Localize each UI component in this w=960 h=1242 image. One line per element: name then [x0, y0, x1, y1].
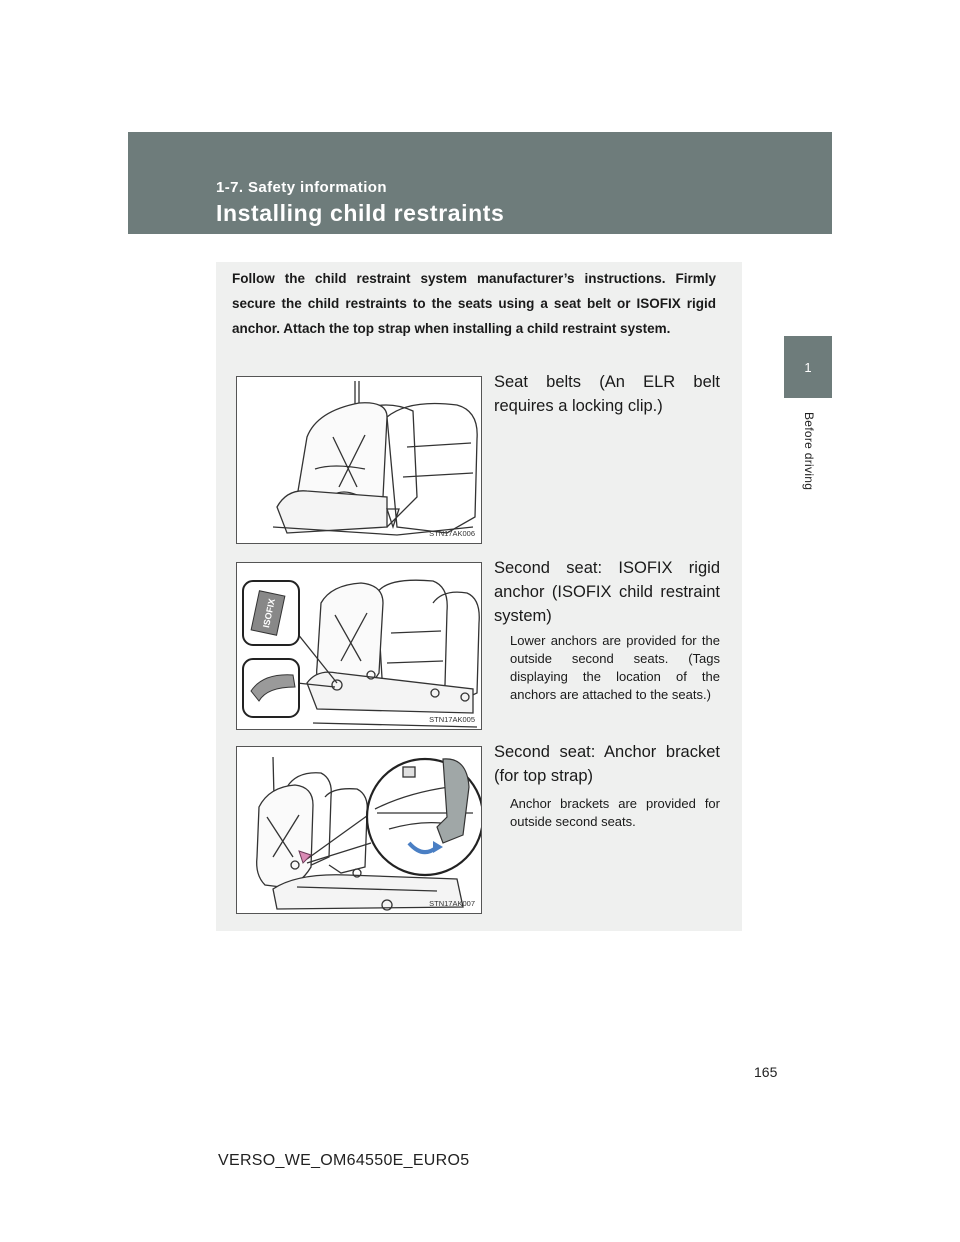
page-title: Installing child restraints: [216, 200, 505, 226]
page-number: 165: [754, 1064, 778, 1080]
content-box: [216, 262, 742, 931]
document-code: VERSO_WE_OM64550E_EURO5: [218, 1152, 470, 1169]
isofix-illustration: [237, 563, 482, 730]
figure-anchor-bracket: [236, 746, 482, 914]
isofix-tag-text: ISOFIX: [261, 597, 277, 629]
figure-code: STN17AK005: [429, 715, 475, 724]
figure-isofix: [236, 562, 482, 730]
item-desc-isofix: Lower anchors are provided for the outside second seats. (Tags displaying the location of the anchors are attached to the seats.): [510, 633, 720, 702]
intro-text: Follow the child restraint system manufacturer’s instructions. Firmly secure the child restraints to the seats using a seat belt or ISOFIX rigid anchor. Attach the top strap when installing a child restraint system.: [232, 271, 716, 336]
item-title-anchor-bracket: Second seat: Anchor bracket (for top strap): [494, 743, 720, 785]
figure-seat-belt: [236, 376, 482, 544]
item-desc-anchor-bracket: Anchor brackets are provided for outside second seats.: [510, 796, 720, 829]
item-title-isofix: Second seat: ISOFIX rigid anchor (ISOFIX child restraint system): [494, 559, 720, 625]
seat-belt-illustration: [237, 377, 482, 544]
figure-code: STN17AK006: [429, 529, 475, 538]
anchor-bracket-illustration: [237, 747, 482, 914]
item-title-seat-belts: Seat belts (An ELR belt requires a locking clip.): [494, 373, 720, 415]
chapter-tab[interactable]: 1: [784, 336, 832, 398]
figure-code: STN17AK007: [429, 899, 475, 908]
page-header: [128, 132, 832, 234]
chapter-label: Before driving: [802, 412, 816, 491]
section-label: 1-7. Safety information: [216, 179, 387, 196]
